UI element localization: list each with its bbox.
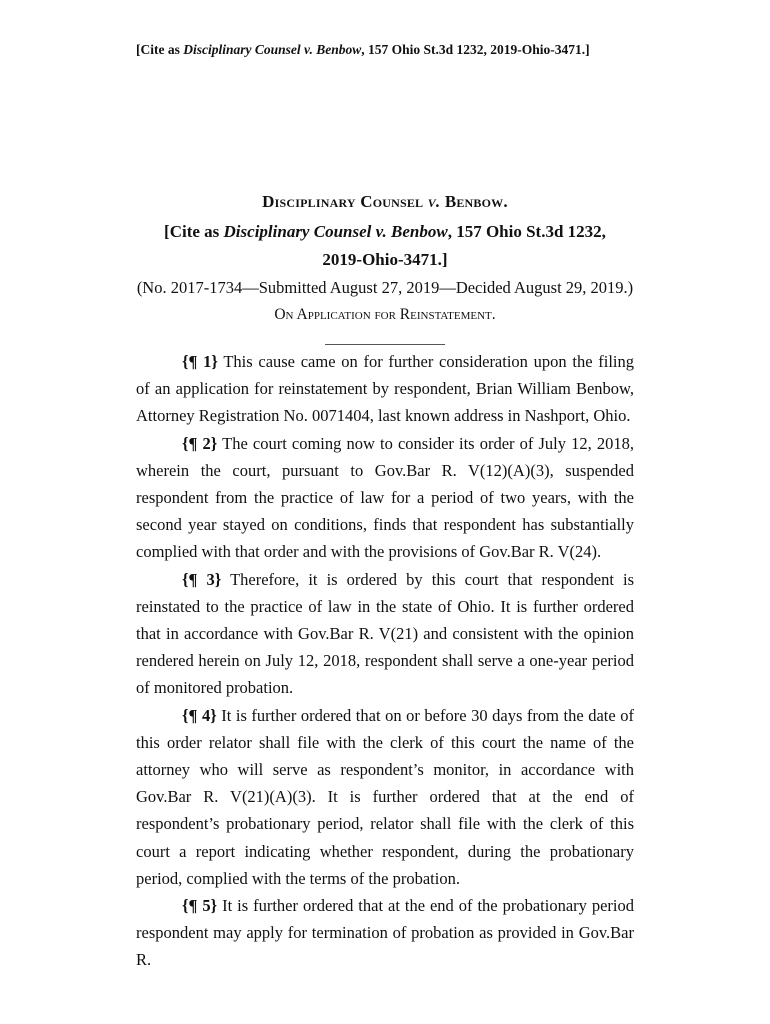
paragraph-number: {¶ 1} <box>182 352 218 371</box>
paragraph-text: It is further ordered that on or before 30 days from the date of this order relator shall file with the clerk of this court the name of the attorney who will serve as respondent’s monitor, in accordance with Gov.Bar R. V(21)(A)(3). It is further ordered that at the end of respondent’s probationary period, relator shall file with the clerk of this court a report indicating whether respondent, during the probationary period, complied with the terms of the probation. <box>136 705 635 888</box>
paragraph <box>136 702 634 892</box>
separator-rule <box>325 344 445 345</box>
paragraph-number: {¶ 2} <box>182 433 218 453</box>
paragraph-text: Therefore, it is ordered by this court that respondent is reinstated to the practice of law in the state of Ohio. It is further ordered that in accordance with Gov.Bar R. V(21) and consistent with the opinion rendered herein on July 12, 2018, respondent shall serve a one-year period of monitored probation. <box>136 569 634 698</box>
paragraph <box>136 430 634 566</box>
case-versus: v. <box>427 192 441 211</box>
running-citation-header <box>136 42 590 58</box>
docket-line: (No. 2017-1734—Submitted August 27, 2019—Decided August 29, 2019.) <box>136 278 634 297</box>
paragraph <box>136 566 634 702</box>
paragraph-text: This cause came on for further consideration upon the filing of an application for reinstatement by respondent, Brian William Benbow, Attorney Registration No. 0071404, last known address in Nashport, Ohio. <box>136 352 634 426</box>
case-party-1: Disciplinary Counsel <box>262 192 424 211</box>
caption-citation <box>0 218 770 274</box>
paragraph <box>136 892 634 974</box>
caption-cite-open: [Cite as <box>164 222 224 241</box>
caption-cite-ohio: 2019-Ohio-3471.] <box>322 250 448 269</box>
procedural-subhead: On Application for Reinstatement. <box>274 306 496 323</box>
case-caption <box>0 190 770 345</box>
opinion-body <box>136 348 634 974</box>
paragraph-number: {¶ 4} <box>182 705 217 725</box>
case-party-2: Benbow. <box>444 192 508 211</box>
caption-cite-reporter: , 157 Ohio St.3d 1232, <box>447 222 606 241</box>
paragraph-text: It is further ordered that at the end of the probationary period respondent may apply for termination of probation as provided in Gov.Bar R. <box>136 896 634 970</box>
header-cite-open: [Cite as <box>136 42 184 57</box>
header-cite-rest: , 157 Ohio St.3d 1232, 2019-Ohio-3471.] <box>361 42 590 57</box>
header-cite-case: Disciplinary Counsel v. Benbow <box>183 42 362 57</box>
case-title <box>0 190 770 214</box>
caption-cite-case: Disciplinary Counsel v. Benbow <box>223 222 448 241</box>
paragraph <box>136 348 634 430</box>
paragraph-number: {¶ 5} <box>182 896 218 916</box>
paragraph-text: The court coming now to consider its order of July 12, 2018, wherein the court, pursuant to Gov.Bar R. V(12)(A)(3), suspended respondent from the practice of law for a period of two years, with the second year stayed on conditions, finds that respondent has substantially complied with that order and with the provisions of Gov.Bar R. V(24). <box>136 433 634 562</box>
paragraph-number: {¶ 3} <box>182 569 222 589</box>
